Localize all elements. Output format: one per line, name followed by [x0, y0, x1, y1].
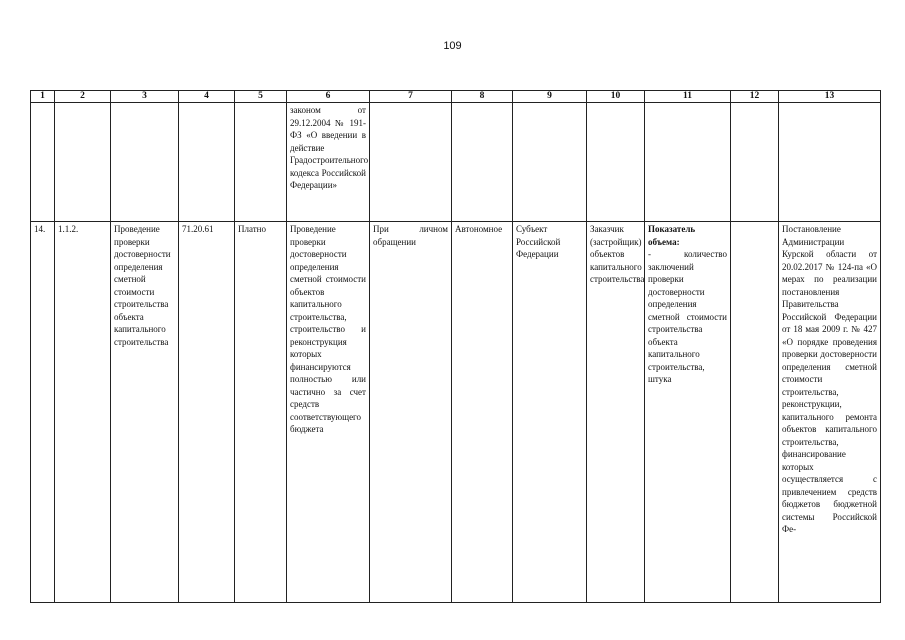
volume-indicator-body: - количество заключений проверки достоверности определения сметной стоимости строительства объекта капитального строительства, штука [648, 249, 727, 384]
column-header: 12 [731, 91, 779, 103]
column-header: 2 [55, 91, 111, 103]
header-row [31, 91, 881, 103]
table-cell [55, 103, 111, 222]
service-content: Проведение проверки достоверности определения сметной стоимости объектов капитального строительства, строительство и реконструкция которых финансируются полностью или частично за счет средств соответствующего бюджета [287, 222, 370, 603]
service-code: 1.1.2. [55, 222, 111, 603]
table-cell [779, 103, 881, 222]
column-header: 11 [645, 91, 731, 103]
founder-level: Субъект Российской Федерации [513, 222, 587, 603]
institution-type: Автономное [452, 222, 513, 603]
volume-indicator-title: Показатель объема: [648, 224, 696, 247]
column-header: 9 [513, 91, 587, 103]
table-cell [452, 103, 513, 222]
table-row [31, 222, 881, 603]
row-number: 14. [31, 222, 55, 603]
table-cell [587, 103, 645, 222]
table-row-continuation [31, 103, 881, 222]
legal-basis-continuation: законом от 29.12.2004 № 191-ФЗ «О введении в действие Градостроительного кодекса Российской Федерации» [287, 103, 370, 222]
legal-basis: Постановление Администрации Курской области от 20.02.2017 № 124-па «О мерах по реализации постановления Правительства Российской Федерации от 18 мая 2009 г. № 427 «О порядке проведения проверки достоверности определения сметной стоимости строительства, реконструкции, капитального ремонта объектов капитального строительства, финансирование которых осуществляется с привлечением средств бюджетов бюджетной системы Российской Фе- [779, 222, 881, 603]
column-header: 5 [235, 91, 287, 103]
okved-code: 71.20.61 [179, 222, 235, 603]
page-number: 109 [443, 40, 462, 52]
column-header: 4 [179, 91, 235, 103]
column-header: 13 [779, 91, 881, 103]
table-cell [370, 103, 452, 222]
table-cell [111, 103, 179, 222]
column-header: 1 [31, 91, 55, 103]
table-cell [731, 222, 779, 603]
delivery-form: При личном обращении [370, 222, 452, 603]
table-cell [731, 103, 779, 222]
table-cell [645, 103, 731, 222]
column-header: 6 [287, 91, 370, 103]
table-cell [179, 103, 235, 222]
column-header: 3 [111, 91, 179, 103]
services-table [30, 90, 881, 603]
consumer-category: Заказчик (застройщик) объектов капитального строительства [587, 222, 645, 603]
table-cell [513, 103, 587, 222]
payment-type: Платно [235, 222, 287, 603]
service-name: Проведение проверки достоверности определения сметной стоимости строительства объекта капитального строительства [111, 222, 179, 603]
column-header: 8 [452, 91, 513, 103]
column-header: 7 [370, 91, 452, 103]
volume-indicator [645, 222, 731, 603]
column-header: 10 [587, 91, 645, 103]
table-cell [31, 103, 55, 222]
table-cell [235, 103, 287, 222]
